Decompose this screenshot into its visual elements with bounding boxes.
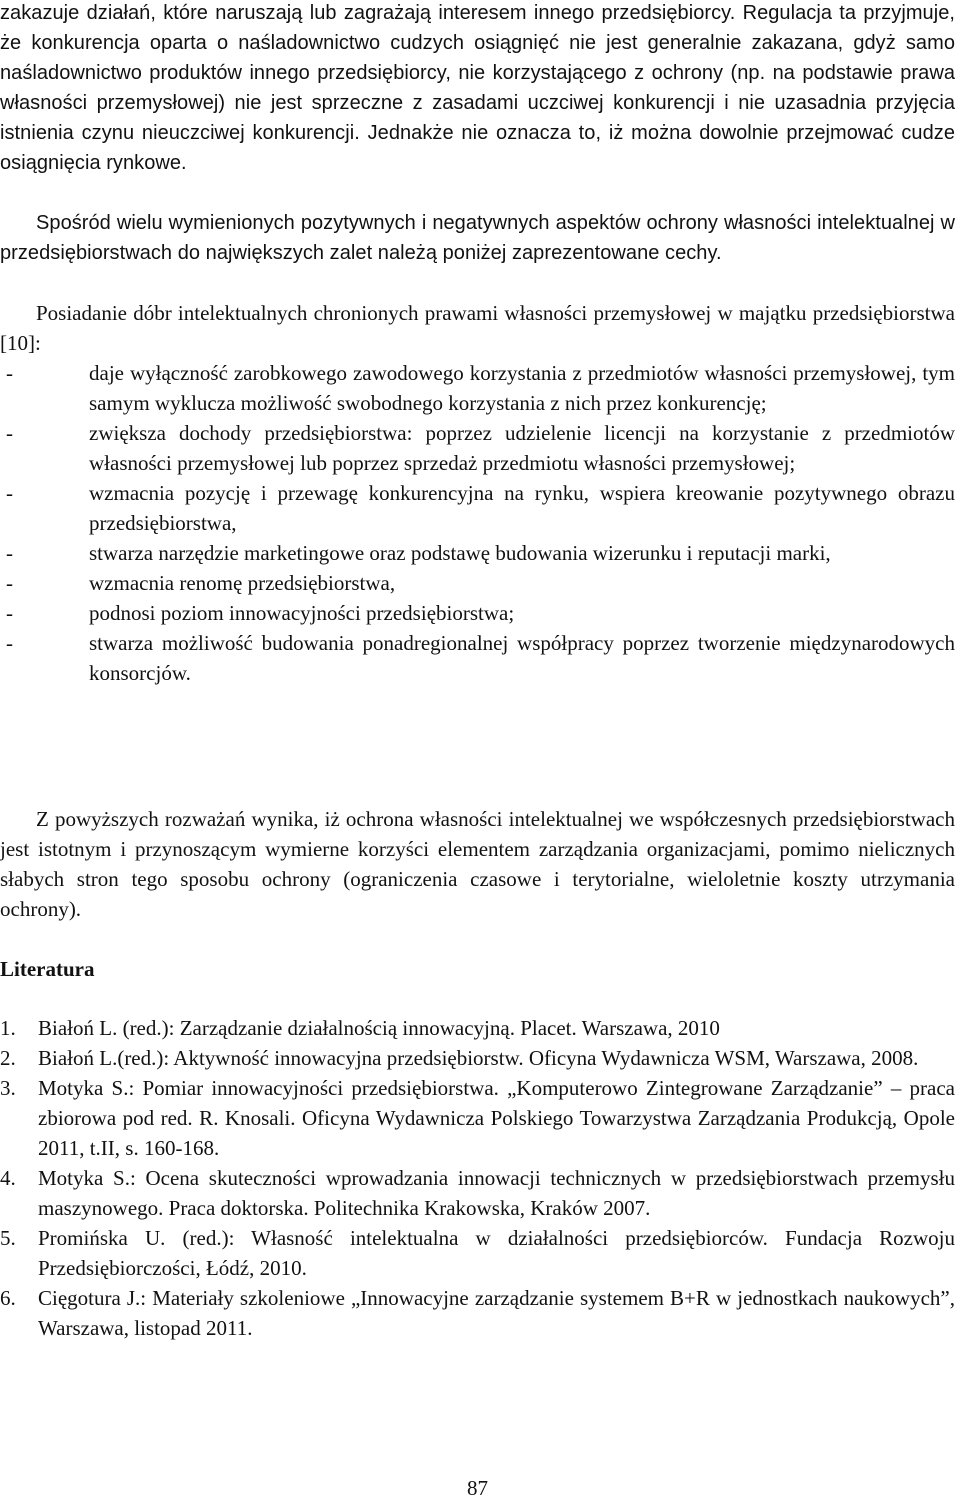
paragraph-conclusion: Z powyższych rozważań wynika, iż ochrona własności intelektualnej we współczesnych przedsiębiorstwach jest istotnym i przynoszącym wymierne korzyści elementem zarządzania organizacjami, pomimo nielicznych słabych stron tego sposobu ochrony (ograniczenia czasowe i terytorialne, wieloletnie koszty utrzymania ochrony). — [0, 807, 955, 921]
reference-item — [0, 1073, 955, 1163]
reference-item — [0, 1223, 955, 1283]
reference-item — [0, 1043, 955, 1073]
literature-list — [0, 1013, 955, 1343]
list-item — [0, 598, 955, 628]
bullet-dash: - — [6, 481, 13, 505]
reference-item — [0, 1163, 955, 1223]
list-item — [0, 538, 955, 568]
list-item — [0, 478, 955, 538]
page-number: 87 — [467, 1476, 488, 1500]
bullet-dash: - — [6, 541, 13, 565]
reference-text: Motyka S.: Ocena skuteczności wprowadzania innowacji technicznych w przedsiębiorstwach przemysłu maszynowego. Praca doktorska. Politechnika Krakowska, Kraków 2007. — [38, 1166, 955, 1220]
reference-number: 5. — [0, 1226, 16, 1250]
bullet-dash: - — [6, 601, 13, 625]
literature-heading: Literatura — [0, 957, 95, 981]
list-item-text: zwiększa dochody przedsiębiorstwa: poprzez udzielenie licencji na korzystanie z przedmiotów własności przemysłowej lub poprzez sprzedaż przedmiotu własności przemysłowej; — [89, 421, 955, 475]
reference-item — [0, 1283, 955, 1343]
reference-text: Promińska U. (red.): Własność intelektualna w działalności przedsiębiorców. Fundacja Rozwoju Przedsiębiorczości, Łódź, 2010. — [38, 1226, 955, 1280]
reference-number: 6. — [0, 1286, 16, 1310]
reference-text: Cięgotura J.: Materiały szkoleniowe „Innowacyjne zarządzanie systemem B+R w jednostkach naukowych”, Warszawa, listopad 2011. — [38, 1286, 955, 1340]
paragraph-unfair-competition: zakazuje działań, które naruszają lub zagrażają interesem innego przedsiębiorcy. Regulacja ta przyjmuje, że konkurencja oparta o naśladownictwo cudzych osiągnięć nie jest generalnie zakazana, gdyż samo naśladownictwo produktów innego przedsiębiorcy, nie korzystającego z ochrony (np. na podstawie prawa własności przemysłowej) nie jest sprzeczne z zasadami uczciwej konkurencji i nie uzasadnia przyjęcia istnienia czynu nieuczciwej konkurencji. Jednakże nie oznacza to, iż można dowolnie przejmować cudze osiągnięcia rynkowe. — [0, 2, 955, 174]
bullet-dash: - — [6, 631, 13, 655]
list-item-text: stwarza możliwość budowania ponadregionalnej współpracy poprzez tworzenie międzynarodowych konsorcjów. — [89, 631, 955, 685]
paragraph-advantages-intro: Spośród wielu wymienionych pozytywnych i negatywnych aspektów ochrony własności intelektualnej w przedsiębiorstwach do największych zalet należą poniżej zaprezentowane cechy. — [0, 212, 955, 264]
reference-item — [0, 1013, 955, 1043]
reference-number: 1. — [0, 1016, 16, 1040]
list-item — [0, 568, 955, 598]
bullet-dash: - — [6, 361, 13, 385]
list-item-text: wzmacnia pozycję i przewagę konkurencyjna na rynku, wspiera kreowanie pozytywnego obrazu przedsiębiorstwa, — [89, 481, 955, 535]
reference-number: 3. — [0, 1076, 16, 1100]
list-item — [0, 628, 955, 688]
list-item — [0, 418, 955, 478]
list-item — [0, 358, 955, 418]
reference-number: 2. — [0, 1046, 16, 1070]
list-item-text: wzmacnia renomę przedsiębiorstwa, — [89, 571, 396, 595]
list-item-text: podnosi poziom innowacyjności przedsiębiorstwa; — [89, 601, 515, 625]
reference-text: Motyka S.: Pomiar innowacyjności przedsiębiorstwa. „Komputerowo Zintegrowane Zarządzanie” – praca zbiorowa pod red. R. Knosali. Oficyna Wydawnicza Polskiego Towarzystwa Zarządzania Produkcją, Opole 2011, t.II, s. 160-168. — [38, 1076, 955, 1160]
reference-text: Białoń L. (red.): Zarządzanie działalnością innowacyjną. Placet. Warszawa, 2010 — [38, 1016, 720, 1040]
bullet-dash: - — [6, 421, 13, 445]
paragraph-ip-assets: Posiadanie dóbr intelektualnych chronionych prawami własności przemysłowej w majątku przedsiębiorstwa [10]: — [0, 301, 955, 355]
list-item-text: stwarza narzędzie marketingowe oraz podstawę budowania wizerunku i reputacji marki, — [89, 541, 831, 565]
list-item-text: daje wyłączność zarobkowego zawodowego korzystania z przedmiotów własności przemysłowej, tym samym wyklucza możliwość swobodnego korzystania z nich przez konkurencję; — [89, 361, 955, 415]
reference-number: 4. — [0, 1166, 16, 1190]
advantages-list — [0, 358, 955, 688]
reference-text: Białoń L.(red.): Aktywność innowacyjna przedsiębiorstw. Oficyna Wydawnicza WSM, Warszawa, 2008. — [38, 1046, 919, 1070]
bullet-dash: - — [6, 571, 13, 595]
